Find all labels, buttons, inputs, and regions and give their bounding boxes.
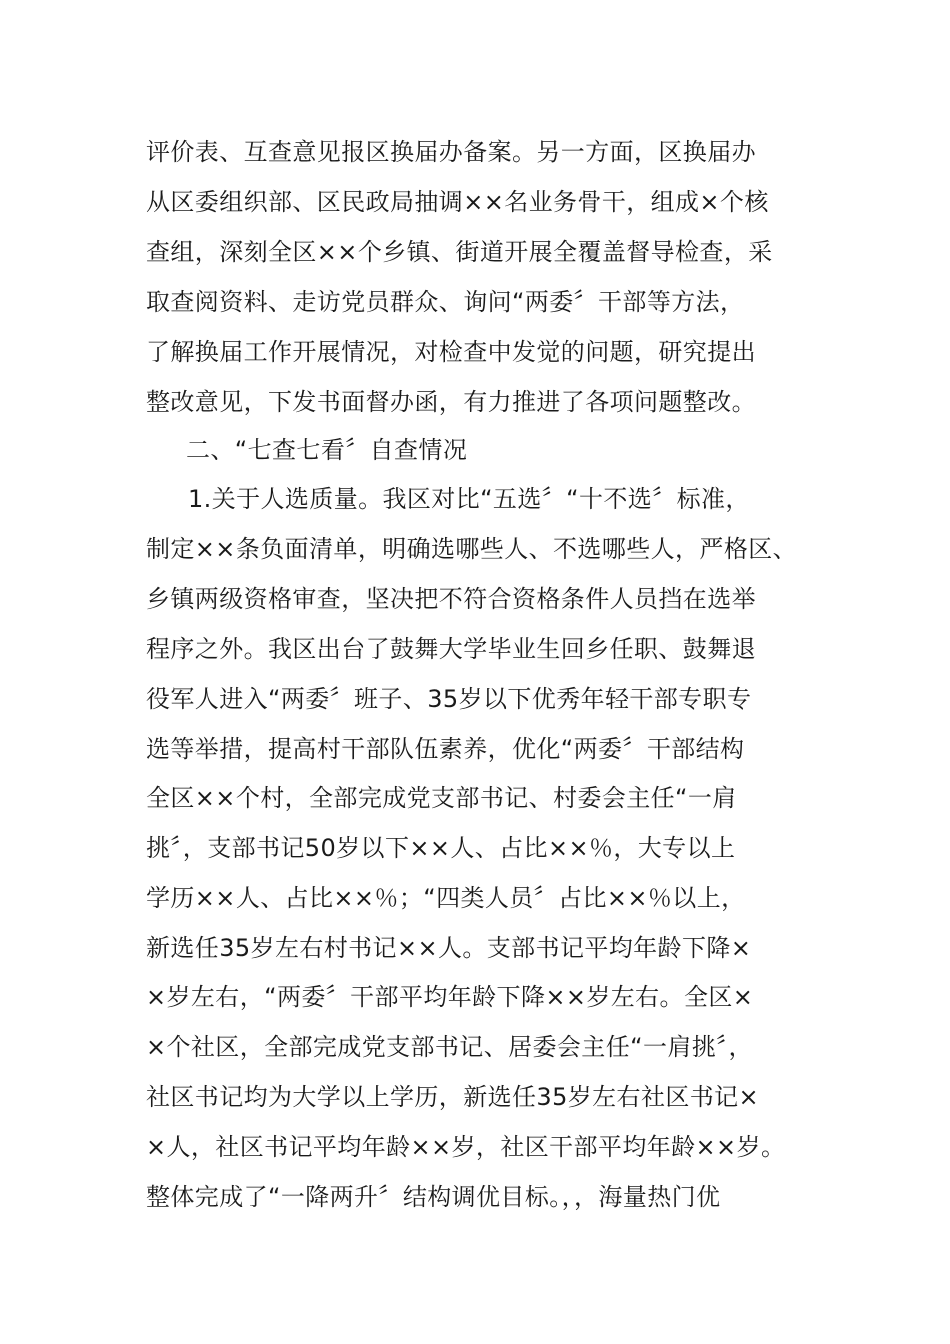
- text-line: 乡镇两级资格审查，坚决把不符合资格条件人员挡在选举: [146, 585, 756, 613]
- section-heading: 二、“七查七看〞自查情况: [186, 436, 468, 464]
- text-line: 程序之外。我区出台了鼓舞大学毕业生回乡任职、鼓舞退: [146, 635, 756, 663]
- text-line: 役军人进入“两委〞班子、35岁以下优秀年轻干部专职专: [146, 685, 752, 713]
- text-line: 了解换届工作开展情况，对检查中发觉的问题，研究提出: [146, 338, 756, 366]
- text-line: 挑〞，支部书记50岁以下××人、占比××％，大专以上: [146, 834, 736, 862]
- text-line: 取查阅资料、走访党员群众、询问“两委〞干部等方法，: [146, 288, 745, 316]
- text-line: 全区××个村，全部完成党支部书记、村委会主任“一肩: [146, 784, 737, 812]
- text-line: 查组，深刻全区××个乡镇、街道开展全覆盖督导检查，采: [146, 238, 773, 266]
- text-line: ×人，社区书记平均年龄××岁，社区干部平均年龄××岁。: [146, 1133, 786, 1161]
- text-line: 社区书记均为大学以上学历，新选任35岁左右社区书记×: [146, 1083, 760, 1111]
- text-line: 评价表、互查意见报区换届办备案。另一方面，区换届办: [146, 138, 756, 166]
- text-line: 学历××人、占比××％；“四类人员〞占比××％以上，: [146, 884, 746, 912]
- text-line: 选等举措，提高村干部队伍素养，优化“两委〞干部结构: [146, 735, 745, 763]
- text-line: 整体完成了“一降两升〞结构调优目标。，，海量热门优: [146, 1183, 721, 1211]
- text-line: ×个社区，全部完成党支部书记、居委会主任“一肩挑〞，: [146, 1033, 753, 1061]
- text-line: 从区委组织部、区民政局抽调××名业务骨干，组成×个核: [146, 188, 769, 216]
- text-line: 制定××条负面清单，明确选哪些人、不选哪些人，严格区、: [146, 535, 798, 563]
- text-line: 整改意见，下发书面督办函，有力推进了各项问题整改。: [146, 388, 756, 416]
- text-line: ×岁左右，“两委〞干部平均年龄下降××岁左右。全区×: [146, 983, 754, 1011]
- text-line: 新选任35岁左右村书记××人。支部书记平均年龄下降×: [146, 934, 752, 962]
- paragraph-first-line: 1.关于人选质量。我区对比“五选〞“十不选〞标准，: [188, 485, 750, 513]
